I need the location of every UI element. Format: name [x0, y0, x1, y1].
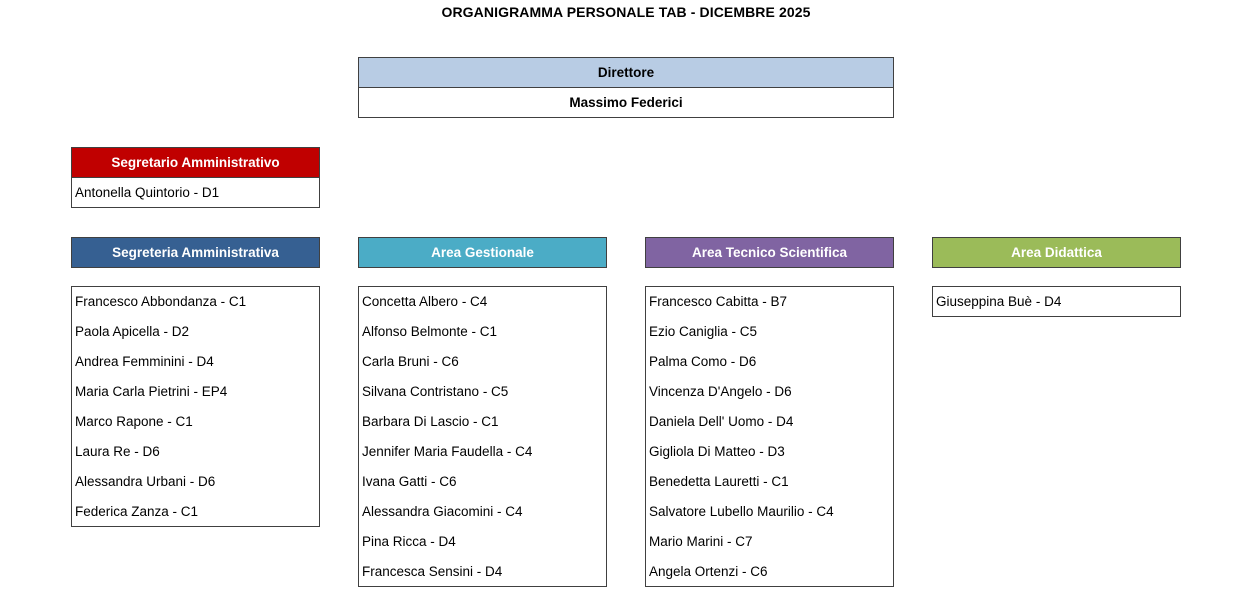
- list-item: Giuseppina Buè - D4: [936, 294, 1062, 309]
- list-item: Daniela Dell' Uomo - D4: [649, 414, 794, 429]
- list-item: Federica Zanza - C1: [75, 504, 199, 519]
- list-item: Maria Carla Pietrini - EP4: [75, 384, 228, 399]
- segretario-header: Segretario Amministrativo: [72, 148, 319, 178]
- list-item: Francesca Sensini - D4: [362, 564, 503, 579]
- list-item: Pina Ricca - D4: [362, 534, 456, 549]
- direttore-header: Direttore: [359, 58, 893, 88]
- direttore-box: [358, 57, 894, 118]
- list-item: Andrea Femminini - D4: [75, 354, 214, 369]
- list-item: Gigliola Di Matteo - D3: [649, 444, 785, 459]
- list-item: Palma Como - D6: [649, 354, 757, 369]
- area-header-segreteria: [71, 237, 320, 268]
- area-header-label: Area Didattica: [933, 238, 1180, 267]
- list-item: Salvatore Lubello Maurilio - C4: [649, 504, 834, 519]
- list-item: Francesco Abbondanza - C1: [75, 294, 247, 309]
- list-item: Laura Re - D6: [75, 444, 160, 459]
- member-list-didattica: [932, 286, 1181, 317]
- direttore-name: Massimo Federici: [569, 95, 683, 110]
- list-item: Alessandra Giacomini - C4: [362, 504, 523, 519]
- page-title: ORGANIGRAMMA PERSONALE TAB - DICEMBRE 2025: [441, 4, 811, 20]
- member-list-gestionale: [358, 286, 607, 587]
- list-item: Mario Marini - C7: [649, 534, 753, 549]
- list-item: Alessandra Urbani - D6: [75, 474, 216, 489]
- list-item: Silvana Contristano - C5: [362, 384, 509, 399]
- area-header-label: Area Gestionale: [359, 238, 606, 267]
- area-header-label: Segreteria Amministrativa: [72, 238, 319, 267]
- area-header-didattica: [932, 237, 1181, 268]
- list-item: Benedetta Lauretti - C1: [649, 474, 789, 489]
- list-item: Vincenza D'Angelo - D6: [649, 384, 792, 399]
- area-header-label: Area Tecnico Scientifica: [646, 238, 893, 267]
- list-item: Concetta Albero - C4: [362, 294, 488, 309]
- segretario-box: [71, 147, 320, 208]
- list-item: Ezio Caniglia - C5: [649, 324, 758, 339]
- area-header-tecnico: [645, 237, 894, 268]
- list-item: Francesco Cabitta - B7: [649, 294, 788, 309]
- list-item: Ivana Gatti - C6: [362, 474, 457, 489]
- list-item: Alfonso Belmonte - C1: [362, 324, 498, 339]
- segretario-name: Antonella Quintorio - D1: [75, 185, 220, 200]
- list-item: Angela Ortenzi - C6: [649, 564, 768, 579]
- list-item: Paola Apicella - D2: [75, 324, 190, 339]
- member-list-tecnico: [645, 286, 894, 587]
- list-item: Jennifer Maria Faudella - C4: [362, 444, 533, 459]
- list-item: Carla Bruni - C6: [362, 354, 459, 369]
- list-item: Barbara Di Lascio - C1: [362, 414, 499, 429]
- member-list-segreteria: [71, 286, 320, 527]
- list-item: Marco Rapone - C1: [75, 414, 193, 429]
- area-header-gestionale: [358, 237, 607, 268]
